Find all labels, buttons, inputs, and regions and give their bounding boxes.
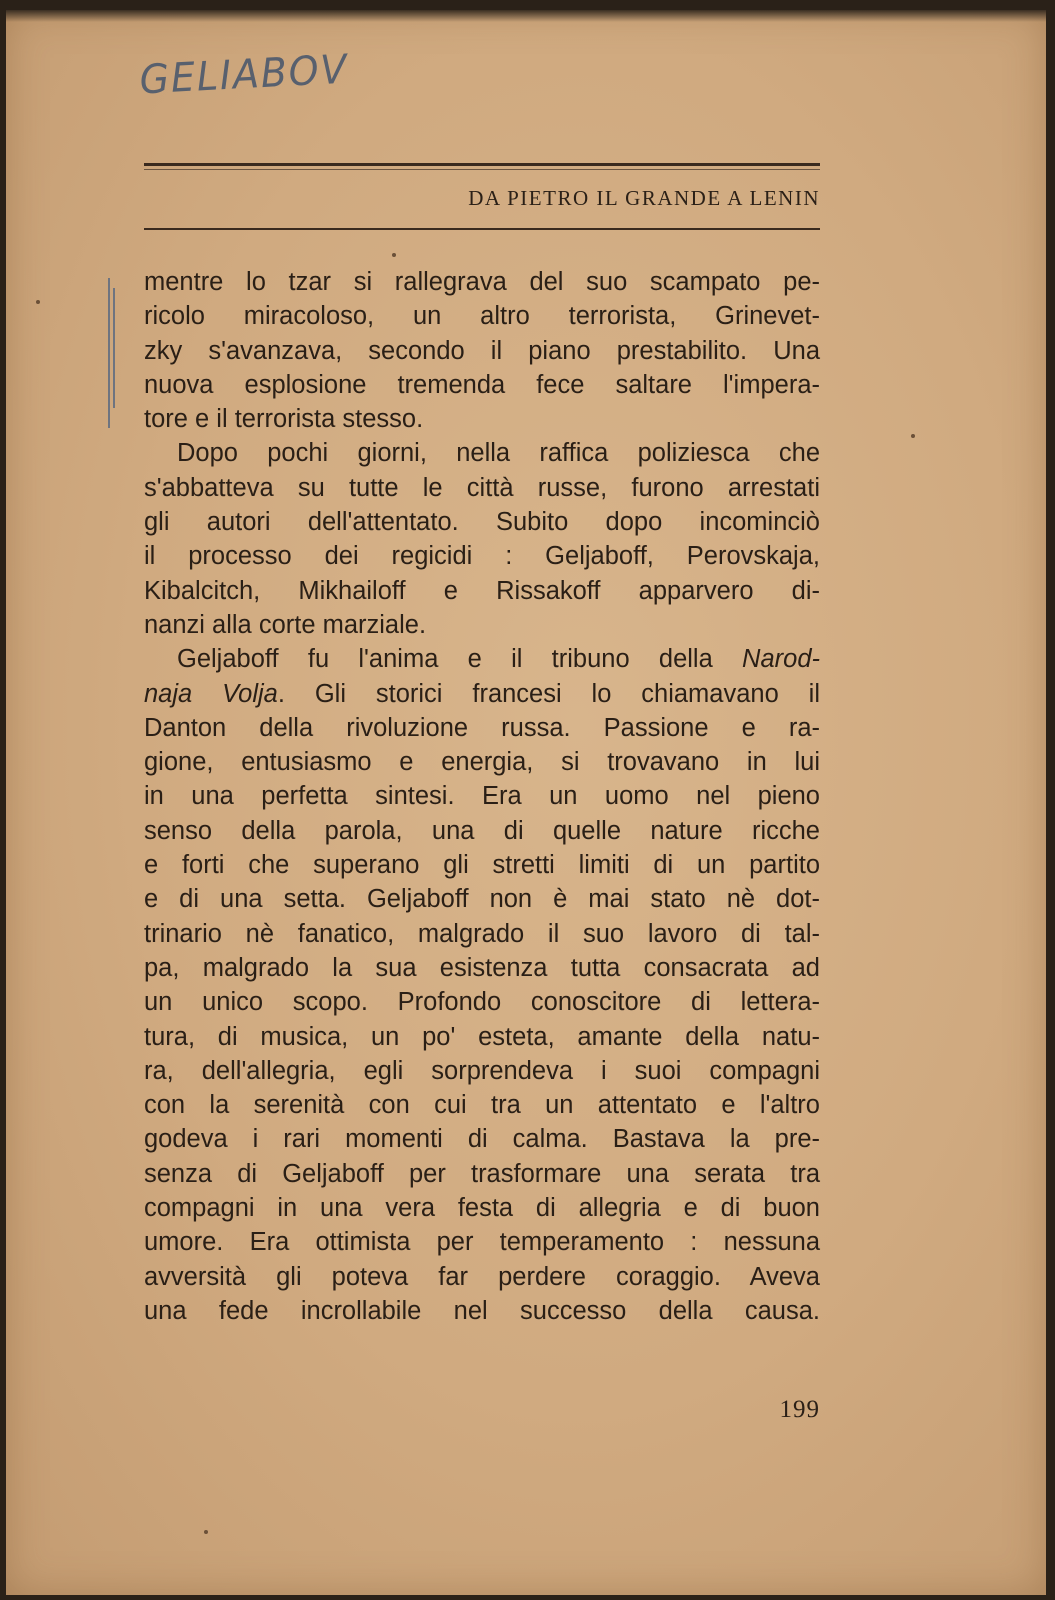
- text-line: una fede incrollabile nel successo della causa.: [144, 1296, 820, 1325]
- text-line: trinario nè fanatico, malgrado il suo lavoro di tal-: [144, 919, 820, 948]
- running-header: DA PIETRO IL GRANDE A LENIN: [468, 186, 820, 210]
- paper-speck: [36, 300, 40, 304]
- text-line: nanzi alla corte marziale.: [144, 610, 427, 639]
- text-line: gione, entusiasmo e energia, si trovavano in lui: [144, 748, 820, 777]
- text-line: naja Volja. Gli storici francesi lo chiamavano il: [144, 679, 820, 708]
- page-top-edge-shadow: [6, 10, 1046, 22]
- text-line: compagni in una vera festa di allegria e di buon: [144, 1194, 820, 1223]
- book-page: [6, 10, 1046, 1595]
- text-line: godeva i rari momenti di calma. Bastava la pre-: [144, 1125, 820, 1154]
- text-line: in una perfetta sintesi. Era un uomo nel pieno: [144, 782, 820, 811]
- page-number: 199: [779, 1396, 820, 1423]
- text-line: s'abbatteva su tutte le città russe, furono arrestati: [144, 473, 820, 502]
- header-rule-top-thin: [144, 169, 820, 170]
- paper-speck: [911, 434, 915, 438]
- text-line: ricolo miracoloso, un altro terrorista, Grinevet-: [144, 302, 820, 331]
- text-line: e di una setta. Geljaboff non è mai stato nè dot-: [144, 885, 820, 914]
- header-rule-bottom: [144, 228, 820, 230]
- text-line: senso della parola, una di quelle nature ricche: [144, 816, 820, 845]
- text-line: avversità gli poteva far perdere coraggio. Aveva: [144, 1262, 820, 1291]
- text-line: Danton della rivoluzione russa. Passione e ra-: [144, 713, 820, 742]
- text-line: tore e il terrorista stesso.: [144, 405, 424, 434]
- text-line: Dopo pochi giorni, nella raffica poliziesca che: [177, 439, 820, 468]
- paper-speck: [392, 253, 396, 257]
- text-line: gli autori dell'attentato. Subito dopo incominciò: [144, 508, 820, 537]
- text-line: umore. Era ottimista per temperamento : nessuna: [144, 1228, 820, 1257]
- handwritten-pencil-note: GELIABOV: [138, 46, 350, 104]
- text-line: Kibalcitch, Mikhailoff e Rissakoff apparvero di-: [144, 576, 820, 605]
- text-line: senza di Geljaboff per trasformare una serata tra: [144, 1159, 820, 1188]
- text-line: con la serenità con cui tra un attentato e l'altro: [144, 1091, 820, 1120]
- body-text: [144, 265, 820, 1328]
- paper-speck: [204, 1530, 208, 1534]
- text-line: un unico scopo. Profondo conoscitore di lettera-: [144, 988, 820, 1017]
- text-line: tura, di musica, un po' esteta, amante della natu-: [144, 1022, 820, 1051]
- text-line: il processo dei regicidi : Geljaboff, Perovskaja,: [144, 542, 820, 571]
- text-line: pa, malgrado la sua esistenza tutta consacrata ad: [144, 953, 820, 982]
- text-line: Geljaboff fu l'anima e il tribuno della Narod-: [177, 645, 820, 674]
- header-rule-top: [144, 163, 820, 166]
- margin-pencil-marks: [98, 278, 122, 438]
- text-line: zky s'avanzava, secondo il piano prestabilito. Una: [144, 336, 820, 365]
- text-line: nuova esplosione tremenda fece saltare l'impera-: [144, 370, 820, 399]
- text-line: ra, dell'allegria, egli sorprendeva i suoi compagni: [144, 1056, 820, 1085]
- text-line: mentre lo tzar si rallegrava del suo scampato pe-: [144, 268, 820, 296]
- text-line: e forti che superano gli stretti limiti di un partito: [144, 851, 820, 880]
